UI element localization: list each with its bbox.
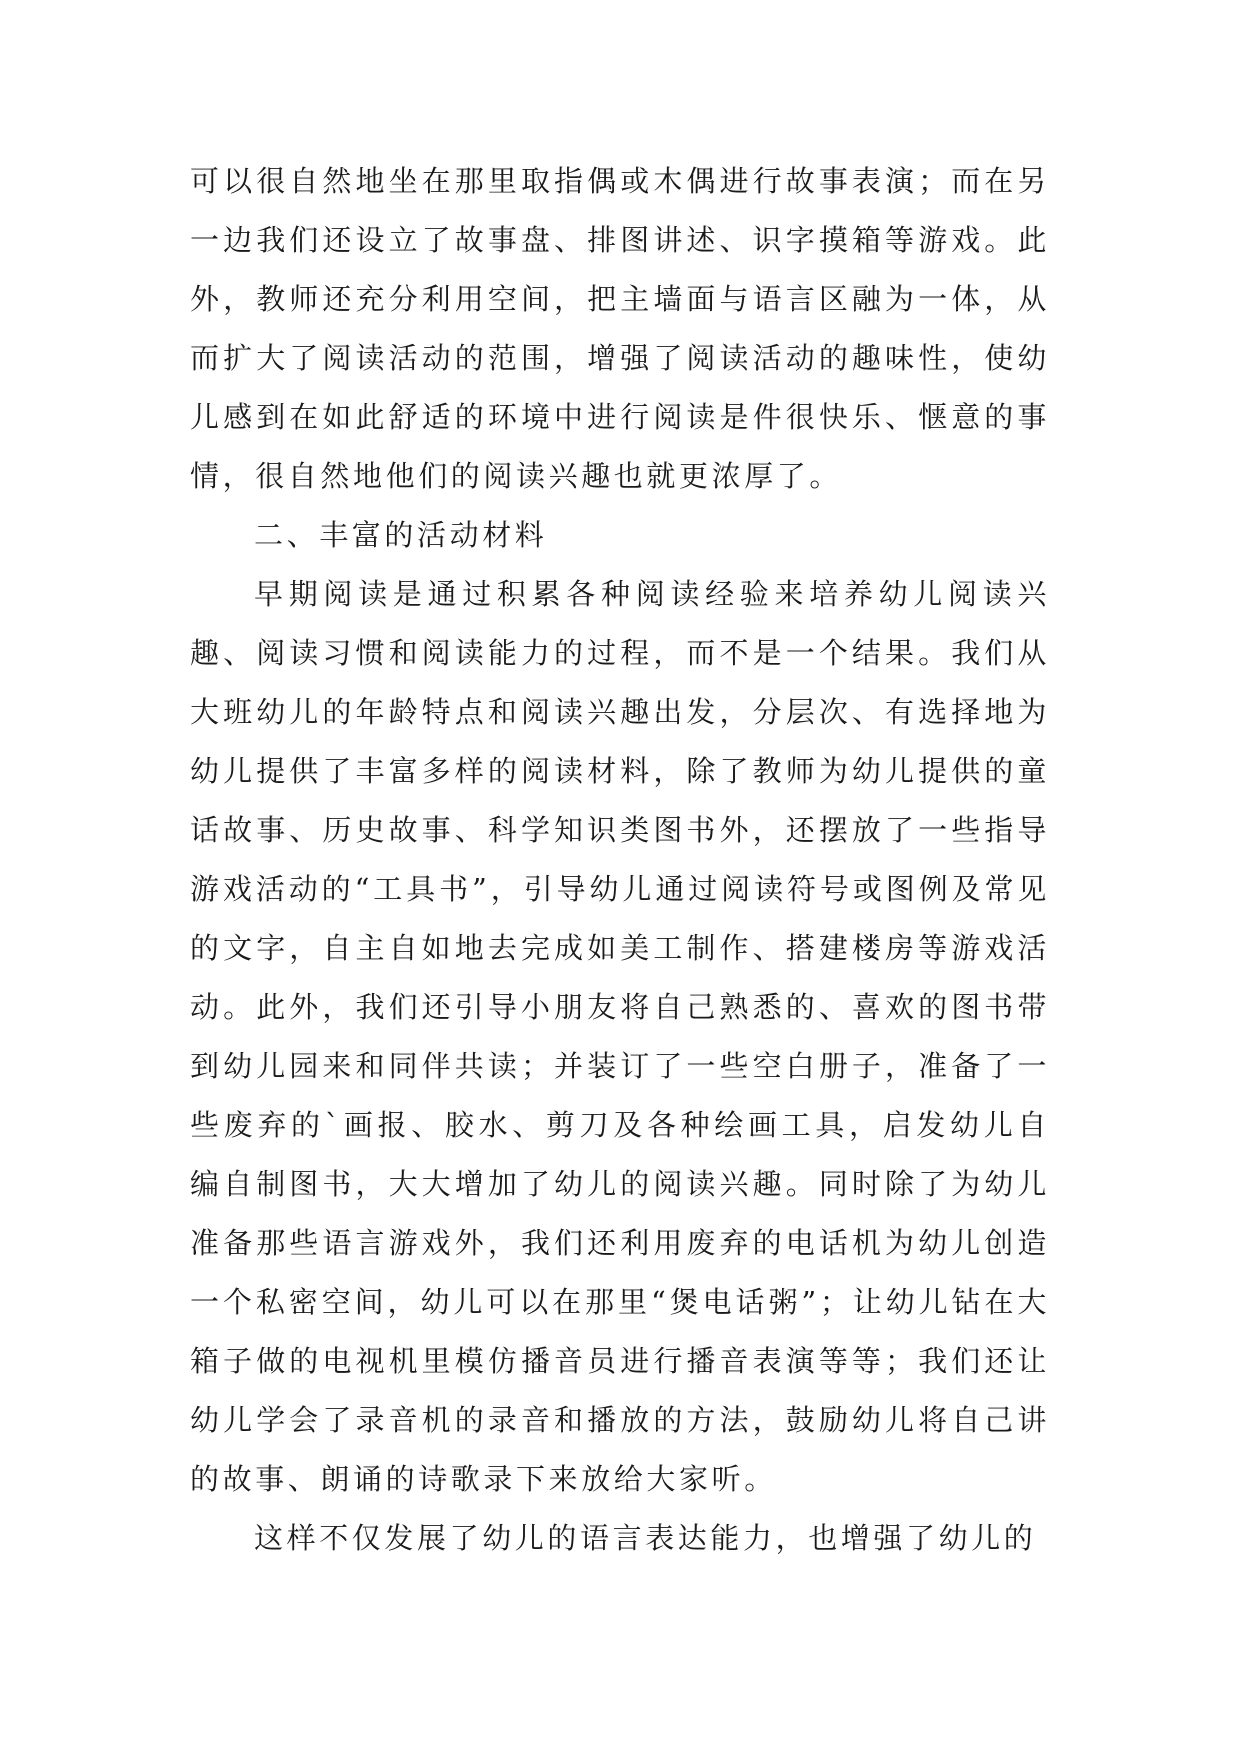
paragraph-materials: 早期阅读是通过积累各种阅读经验来培养幼儿阅读兴趣、阅读习惯和阅读能力的过程，而不是一个结果。我们从大班幼儿的年龄特点和阅读兴趣出发，分层次、有选择地为幼儿提供了丰富多样的阅读材料，除了教师为幼儿提供的童话故事、历史故事、科学知识类图书外，还摆放了一些指导游戏活动的“工具书”，引导幼儿通过阅读符号或图例及常见的文字，自主自如地去完成如美工制作、搭建楼房等游戏活动。此外，我们还引导小朋友将自己熟悉的、喜欢的图书带到幼儿园来和同伴共读；并装订了一些空白册子，准备了一些废弃的`画报、胶水、剪刀及各种绘画工具，启发幼儿自编自制图书，大大增加了幼儿的阅读兴趣。同时除了为幼儿准备那些语言游戏外，我们还利用废弃的电话机为幼儿创造一个私密空间，幼儿可以在那里“煲电话粥”；让幼儿钻在大箱子做的电视机里模仿播音员进行播音表演等等；我们还让幼儿学会了录音机的录音和播放的方法，鼓励幼儿将自己讲的故事、朗诵的诗歌录下来放给大家听。 [190, 577, 1050, 1496]
section-heading: 二、丰富的活动材料 [254, 518, 548, 552]
document-page [190, 152, 1050, 1568]
paragraph-closing: 这样不仅发展了幼儿的语言表达能力，也增强了幼儿的 [254, 1521, 1037, 1555]
paragraph-continued: 可以很自然地坐在那里取指偶或木偶进行故事表演；而在另一边我们还设立了故事盘、排图讲述、识字摸箱等游戏。此外，教师还充分利用空间，把主墙面与语言区融为一体，从而扩大了阅读活动的范围，增强了阅读活动的趣味性，使幼儿感到在如此舒适的环境中进行阅读是件很快乐、惬意的事情，很自然地他们的阅读兴趣也就更浓厚了。 [190, 164, 1050, 493]
